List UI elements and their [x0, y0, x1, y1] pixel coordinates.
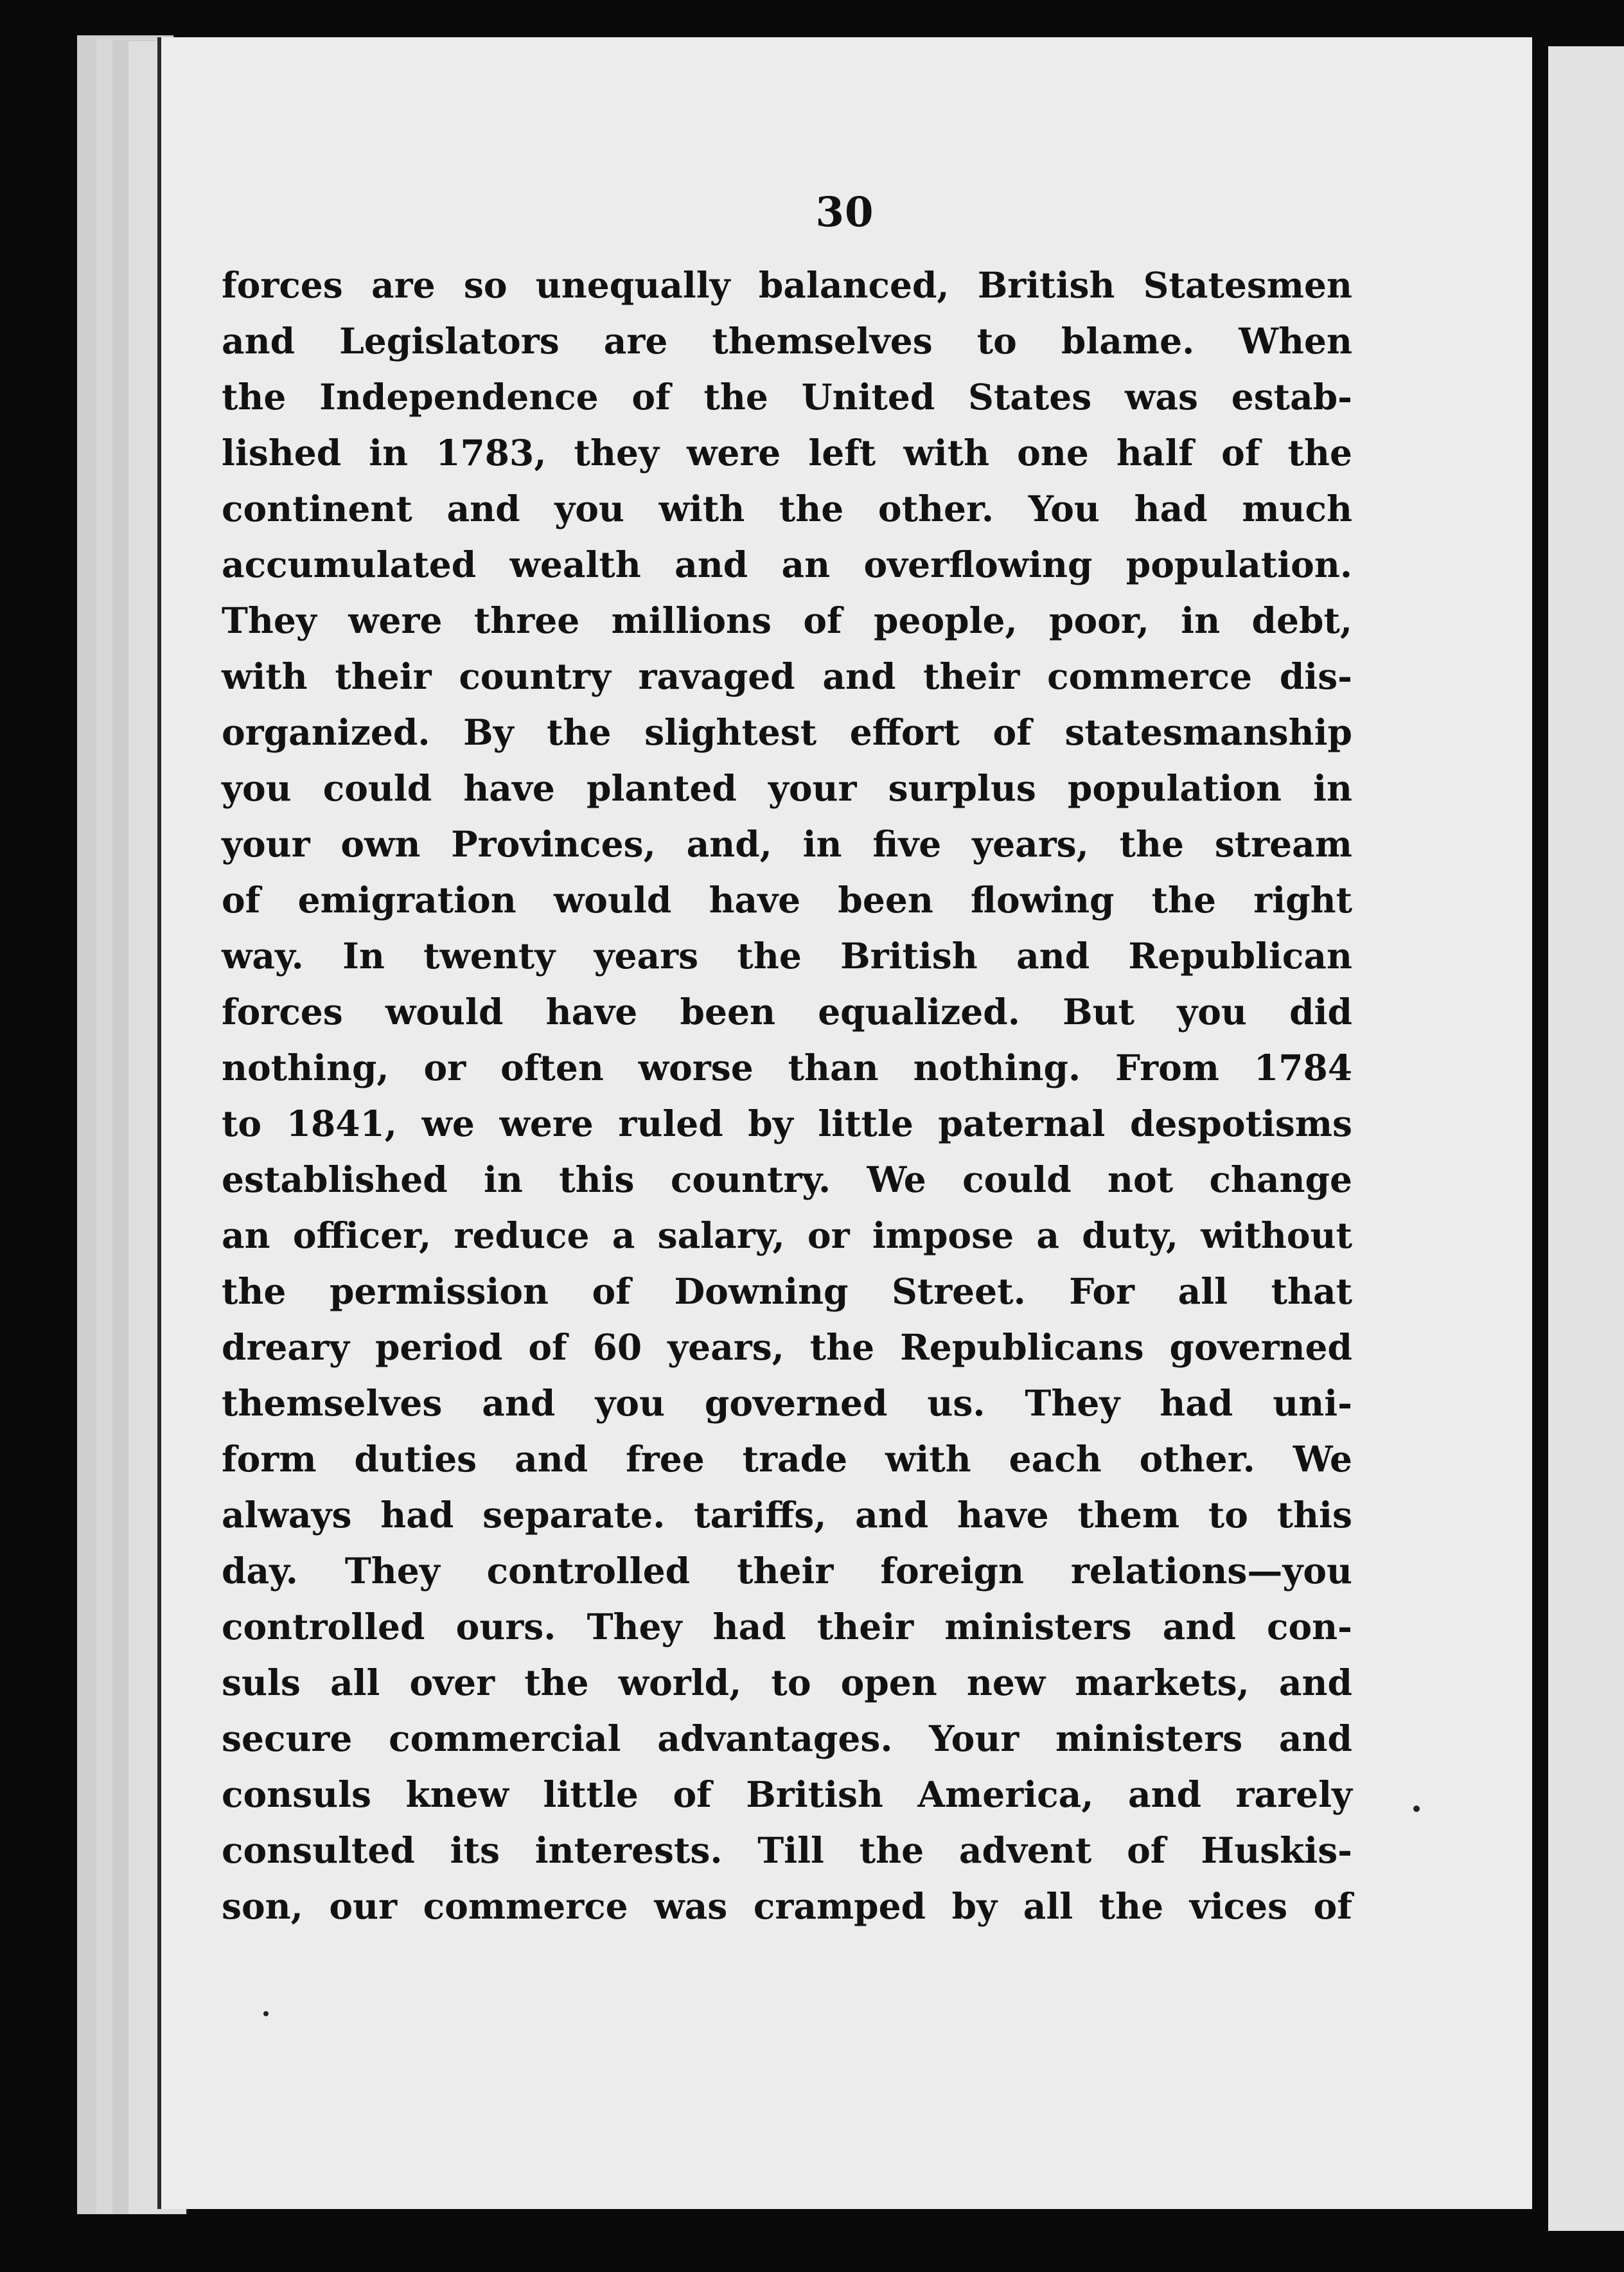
text-line: nothing, or often worse than nothing. From 1784 — [222, 1047, 1352, 1088]
text-line: and Legislators are themselves to blame. When — [222, 320, 1352, 362]
text-line: dreary period of 60 years, the Republicans governed — [222, 1326, 1352, 1368]
text-line: lished in 1783, they were left with one half of the — [222, 432, 1352, 474]
text-line: organized. By the slightest effort of statesmanship — [222, 711, 1352, 753]
text-line: suls all over the world, to open new markets, and — [222, 1662, 1352, 1703]
text-line: of emigration would have been flowing the right — [222, 879, 1352, 921]
text-line: day. They controlled their foreign relations—you — [222, 1550, 1352, 1592]
text-line: son, our commerce was cramped by all the vices of — [222, 1885, 1352, 1927]
body-text — [222, 257, 1352, 1934]
text-line: accumulated wealth and an overflowing population. — [222, 544, 1352, 585]
text-line: established in this country. We could not change — [222, 1158, 1352, 1200]
text-line: consulted its interests. Till the advent of Huskis- — [222, 1829, 1352, 1871]
ink-speck — [263, 2011, 269, 2016]
text-line: forces are so unequally balanced, British Statesmen — [222, 264, 1352, 306]
text-line: to 1841, we were ruled by little paternal despotisms — [222, 1103, 1352, 1144]
text-line: way. In twenty years the British and Republican — [222, 935, 1352, 977]
text-line: you could have planted your surplus population in — [222, 767, 1352, 809]
text-line: They were three millions of people, poor, in debt, — [222, 599, 1352, 641]
text-line: the Independence of the United States was estab- — [222, 376, 1352, 418]
text-line: with their country ravaged and their commerce dis- — [222, 655, 1352, 697]
text-line: secure commercial advantages. Your ministers and — [222, 1717, 1352, 1759]
text-line: your own Provinces, and, in five years, the stream — [222, 823, 1352, 865]
text-line: themselves and you governed us. They had uni- — [222, 1382, 1352, 1424]
text-line: the permission of Downing Street. For all that — [222, 1270, 1352, 1312]
text-line: continent and you with the other. You had much — [222, 488, 1352, 529]
text-line: consuls knew little of British America, and rarely — [222, 1773, 1352, 1815]
text-line: always had separate. tariffs, and have them to this — [222, 1494, 1352, 1536]
text-line: an officer, reduce a salary, or impose a duty, without — [222, 1214, 1352, 1256]
text-line: form duties and free trade with each other. We — [222, 1438, 1352, 1480]
page-number: 30 — [815, 188, 874, 236]
ink-speck — [1413, 1806, 1420, 1812]
text-line: forces would have been equalized. But you did — [222, 991, 1352, 1033]
text-line: controlled ours. They had their ministers and con- — [222, 1606, 1352, 1647]
next-page-sliver — [1548, 46, 1624, 2231]
